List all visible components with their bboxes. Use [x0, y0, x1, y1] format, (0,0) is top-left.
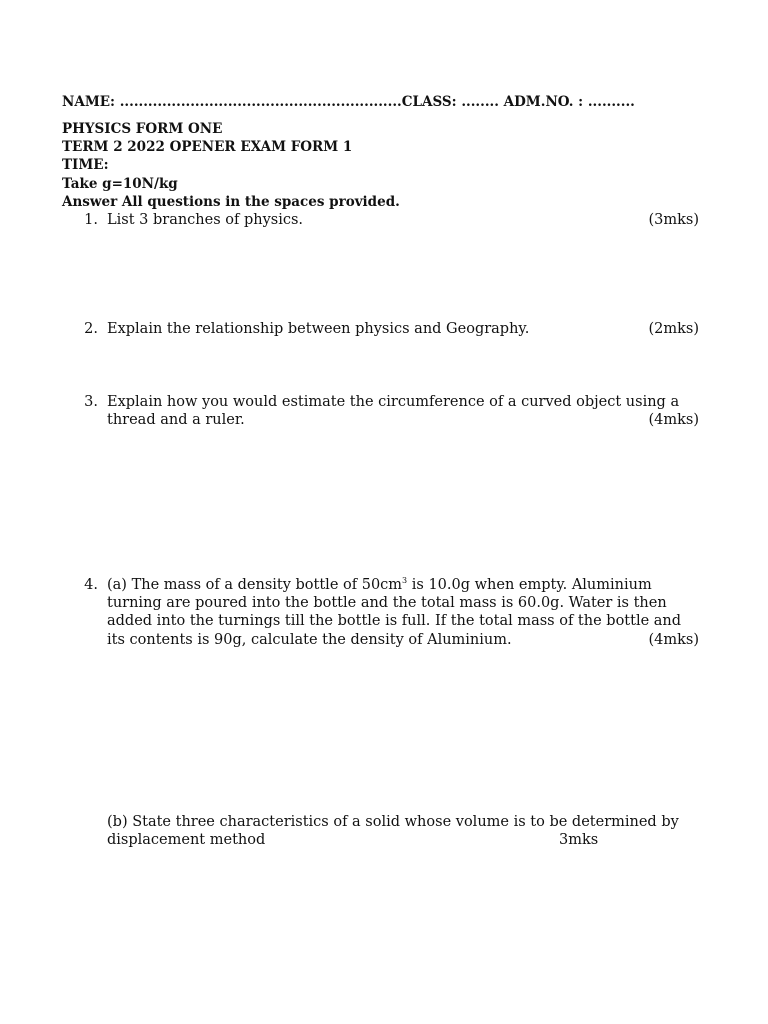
question-4a-line-2: turning are poured into the bottle and the total mass is 60.0g. Water is then: [107, 595, 667, 611]
superscript-3: 3: [402, 576, 408, 585]
question-number: 3.: [84, 394, 98, 410]
question-text-line-1: Explain how you would estimate the circumference of a curved object using a: [107, 394, 680, 410]
exam-title: TERM 2 2022 OPENER EXAM FORM 1: [62, 139, 353, 155]
question-text-line-2: thread and a ruler.: [107, 412, 245, 428]
question-text: List 3 branches of physics.: [107, 212, 304, 228]
question-marks: (2mks): [648, 321, 699, 337]
question-4a-text-start: (a) The mass of a density bottle of 50cm: [107, 577, 403, 593]
time-label: TIME:: [62, 157, 109, 173]
question-4a-marks: (4mks): [648, 632, 699, 648]
subject-title: PHYSICS FORM ONE: [62, 121, 223, 137]
question-number: 1.: [84, 212, 98, 228]
name-class-adm-line: NAME: ............................................................CLASS: ........ ADM.NO. : ..........: [62, 94, 635, 110]
instructions: Answer All questions in the spaces provided.: [62, 194, 400, 210]
question-4a-line-3: added into the turnings till the bottle is full. If the total mass of the bottle and: [107, 613, 682, 629]
question-number: 2.: [84, 321, 98, 337]
question-marks: (4mks): [648, 412, 699, 428]
question-4b-marks: 3mks: [559, 832, 599, 848]
question-4a-line-4: its contents is 90g, calculate the density of Aluminium.: [107, 632, 512, 648]
question-4b-line-2: displacement method: [107, 832, 266, 848]
gravity-note: Take g=10N/kg: [62, 176, 178, 192]
question-4a-line-1: [107, 576, 652, 594]
question-4a-text-end: is 10.0g when empty. Aluminium: [407, 577, 652, 593]
question-text: Explain the relationship between physics and Geography.: [107, 321, 530, 337]
question-number: 4.: [84, 577, 98, 593]
question-marks: (3mks): [648, 212, 699, 228]
question-4b-line-1: (b) State three characteristics of a solid whose volume is to be determined by: [107, 814, 679, 830]
